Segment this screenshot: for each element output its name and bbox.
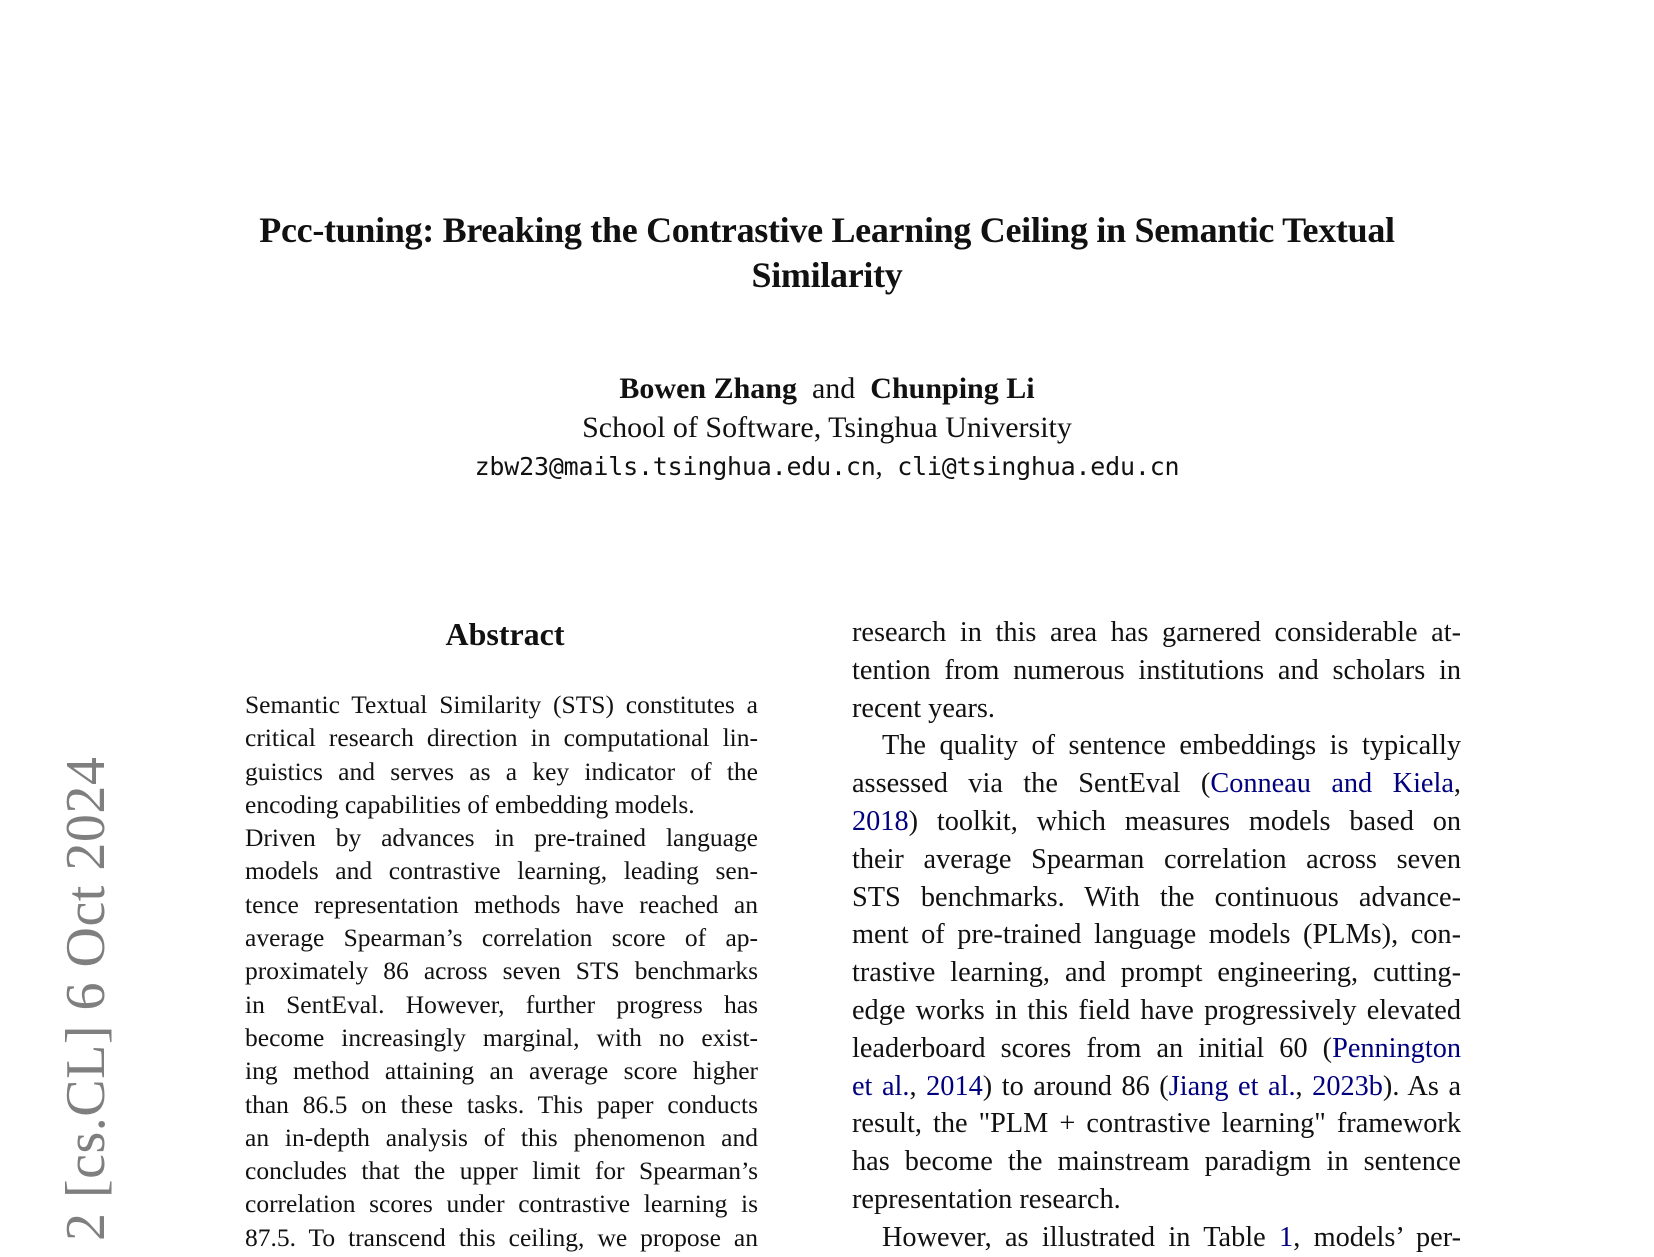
intro-line: tention from numerous institutions and scholars in bbox=[852, 654, 1461, 686]
abstract-line: in SentEval. However, further progress has bbox=[245, 989, 758, 1019]
author-email: cli@tsinghua.edu.cn bbox=[897, 452, 1180, 481]
intro-line: ment of pre-trained language models (PLMs), con- bbox=[852, 919, 1461, 951]
intro-line: research in this area has garnered considerable at- bbox=[852, 617, 1461, 648]
paper-title-line-1: Pcc-tuning: Breaking the Contrastive Learning Ceiling in Semantic Textual bbox=[259, 210, 1395, 250]
citation-link-conneau-kiela[interactable]: Conneau and Kiela bbox=[1210, 768, 1454, 800]
text-run: ). As a bbox=[1382, 1070, 1461, 1102]
email-separator: , bbox=[875, 451, 883, 482]
affiliation: School of Software, Tsinghua University bbox=[582, 411, 1072, 444]
abstract-line: 87.5. To transcend this ceiling, we propose an bbox=[245, 1222, 758, 1252]
abstract-line: models and contrastive learning, leading sen- bbox=[245, 856, 758, 886]
abstract-line: critical research direction in computational lin- bbox=[245, 723, 758, 753]
text-run: , bbox=[1295, 1070, 1313, 1102]
abstract-line: Semantic Textual Similarity (STS) constitutes a bbox=[245, 690, 758, 719]
text-run: , bbox=[909, 1070, 927, 1102]
paper-title bbox=[150, 208, 1504, 298]
intro-line: STS benchmarks. With the continuous advance- bbox=[852, 881, 1461, 913]
author-name: Chunping Li bbox=[870, 372, 1035, 405]
abstract-line: ing method attaining an average score higher bbox=[245, 1056, 758, 1086]
citation-link-conneau-kiela-year[interactable]: 2018 bbox=[852, 805, 909, 837]
citation-link-jiang-year[interactable]: 2023b bbox=[1312, 1070, 1383, 1102]
text-run: However, as illustrated in Table bbox=[882, 1221, 1280, 1253]
intro-line: trastive learning, and prompt engineering, cutting- bbox=[852, 957, 1461, 989]
citation-link-pennington[interactable]: Pennington bbox=[1332, 1032, 1461, 1064]
abstract-line: Driven by advances in pre-trained language bbox=[245, 823, 758, 853]
text-run: assessed via the SentEval ( bbox=[852, 768, 1211, 800]
author-name: Bowen Zhang bbox=[619, 372, 797, 405]
paper-title-line-2: Similarity bbox=[751, 255, 903, 295]
abstract-line: concludes that the upper limit for Spearman’s bbox=[245, 1156, 758, 1186]
intro-line bbox=[852, 1068, 1461, 1106]
intro-line: edge works in this field have progressively elevated bbox=[852, 994, 1461, 1026]
abstract-line: proximately 86 across seven STS benchmarks bbox=[245, 956, 758, 986]
abstract-body bbox=[245, 688, 758, 1254]
intro-line: their average Spearman correlation across seven bbox=[852, 843, 1461, 875]
text-run: leaderboard scores from an initial 60 ( bbox=[852, 1032, 1333, 1064]
text-run: ) to around 86 ( bbox=[982, 1070, 1169, 1102]
intro-line: has become the mainstream paradigm in sentence bbox=[852, 1146, 1461, 1178]
intro-line bbox=[852, 1219, 1461, 1257]
author-emails bbox=[0, 450, 1654, 484]
abstract-line: encoding capabilities of embedding models. bbox=[245, 789, 695, 819]
introduction-column bbox=[852, 614, 1461, 1257]
author-line bbox=[0, 370, 1654, 408]
citation-link-jiang[interactable]: Jiang et al. bbox=[1168, 1070, 1296, 1102]
abstract-heading: Abstract bbox=[445, 616, 565, 652]
text-run: ) toolkit, which measures models based on bbox=[908, 805, 1461, 837]
intro-line bbox=[852, 803, 1461, 841]
citation-link-pennington-etal[interactable]: et al. bbox=[852, 1070, 910, 1102]
intro-line bbox=[852, 765, 1461, 803]
abstract-line: become increasingly marginal, with no exist- bbox=[245, 1022, 758, 1052]
intro-line: The quality of sentence embeddings is typically bbox=[882, 730, 1461, 762]
intro-line: recent years. bbox=[852, 692, 995, 724]
table-reference-link[interactable]: 1 bbox=[1279, 1221, 1294, 1253]
arxiv-identifier-stamp: 2 [cs.CL] 6 Oct 2024 bbox=[55, 756, 117, 1241]
abstract-line: tence representation methods have reached an bbox=[245, 889, 758, 919]
abstract-line: guistics and serves as a key indicator of the bbox=[245, 756, 758, 786]
abstract-line: average Spearman’s correlation score of ap- bbox=[245, 923, 758, 953]
author-email: zbw23@mails.tsinghua.edu.cn bbox=[474, 452, 876, 481]
abstract-line: than 86.5 on these tasks. This paper conducts bbox=[245, 1089, 758, 1119]
intro-line: representation research. bbox=[852, 1183, 1121, 1215]
text-run: , models’ per- bbox=[1293, 1221, 1461, 1253]
abstract-line: an in-depth analysis of this phenomenon and bbox=[245, 1122, 758, 1152]
text-run: , bbox=[1453, 768, 1461, 800]
citation-link-pennington-year[interactable]: 2014 bbox=[926, 1070, 983, 1102]
abstract-line: correlation scores under contrastive learning is bbox=[245, 1189, 758, 1219]
author-connector: and bbox=[811, 372, 856, 405]
intro-line: result, the "PLM + contrastive learning" framework bbox=[852, 1108, 1461, 1140]
intro-line bbox=[852, 1030, 1461, 1068]
